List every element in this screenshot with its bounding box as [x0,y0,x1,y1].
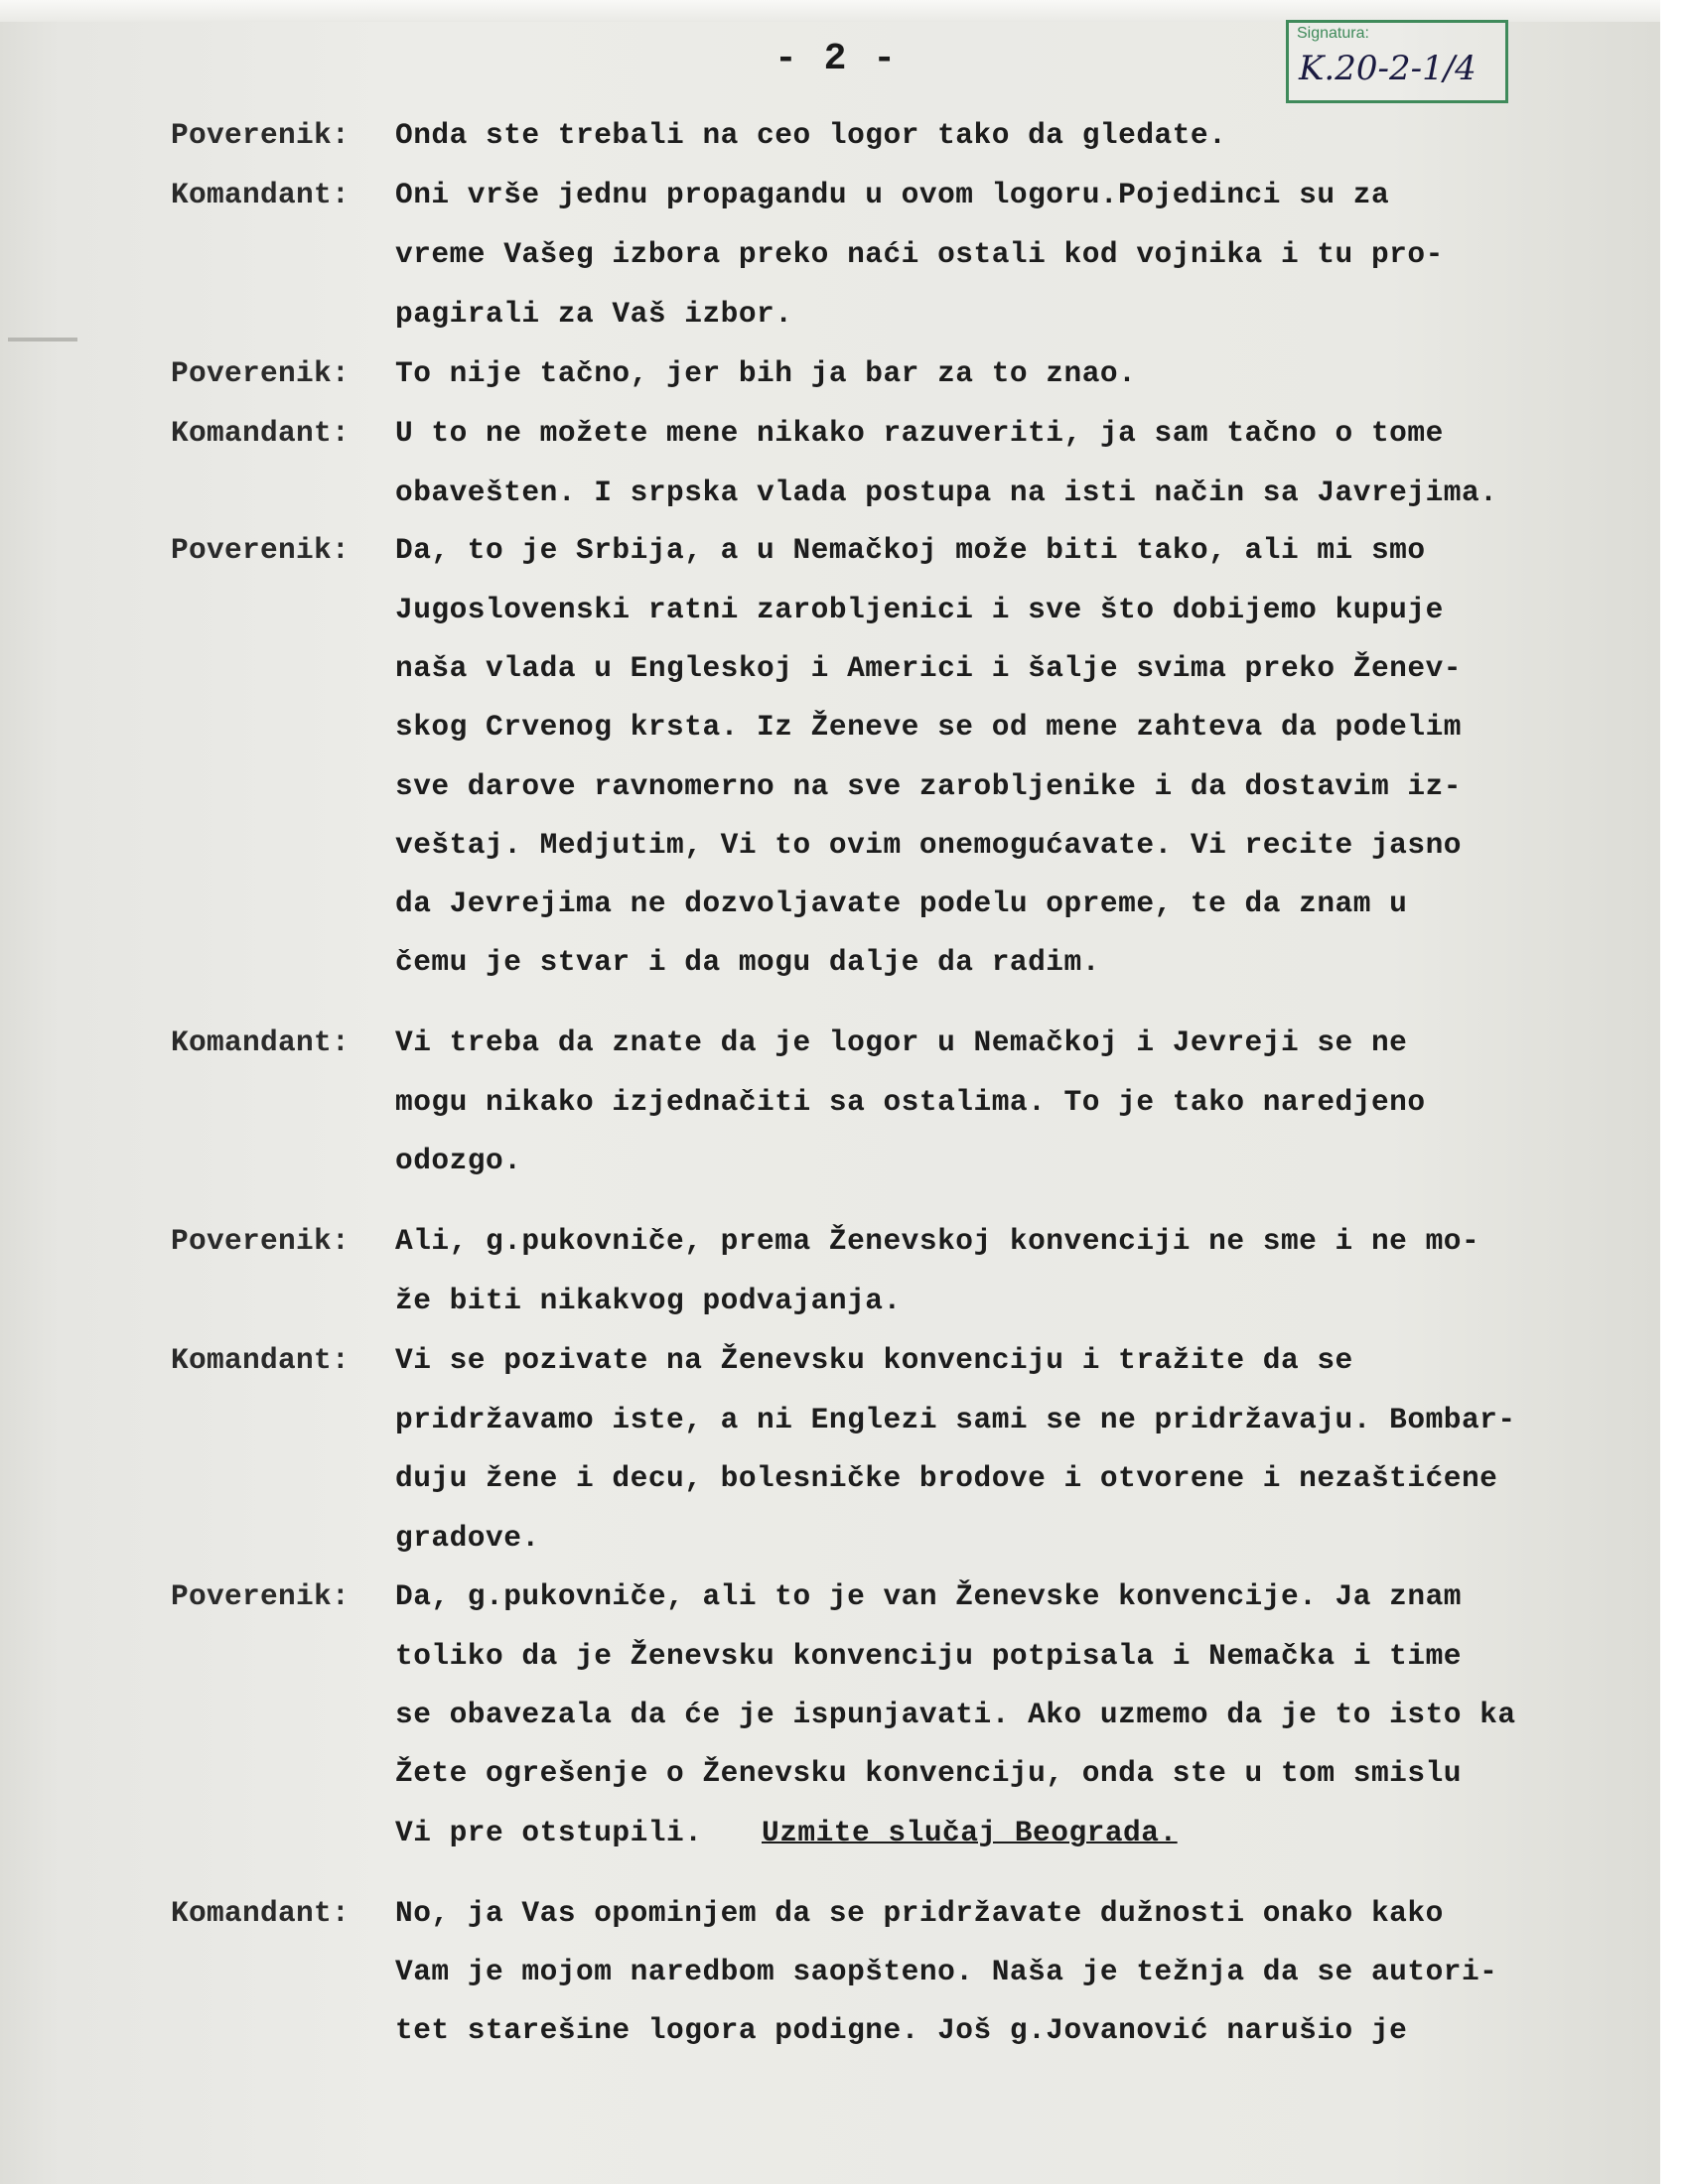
dialogue-line: Žete ogrešenje o Ženevsku konvenciju, onda ste u tom smislu [395,1756,1462,1790]
speaker-label: Poverenik: [171,533,351,567]
speaker-label: Komandant: [171,1896,351,1930]
signature-stamp [1286,20,1508,103]
speaker-label: Komandant: [171,1025,351,1059]
dialogue-line: toliko da je Ženevsku konvenciju potpisala i Nemačka i time [395,1639,1462,1673]
dialogue-line: tet starešine logora podigne. Još g.Jovanović narušio je [395,2013,1408,2047]
dialogue-line: Onda ste trebali na ceo logor tako da gledate. [395,118,1227,152]
dialogue-line: odozgo. [395,1144,522,1177]
dialogue-line: Vam je mojom naredbom saopšteno. Naša je težnja da se autori- [395,1955,1498,1988]
speaker-label: Komandant: [171,178,351,211]
punch-mark [8,338,77,341]
dialogue-line: Da, g.pukovniče, ali to je van Ženevske konvencije. Ja znam [395,1579,1462,1613]
speaker-label: Komandant: [171,416,351,450]
dialogue-line: Da, to je Srbija, a u Nemačkoj može biti tako, ali mi smo [395,533,1426,567]
dialogue-line: mogu nikako izjednačiti sa ostalima. To je tako naredjeno [395,1085,1426,1119]
page-number: - 2 - [774,38,899,80]
dialogue-line: naša vlada u Engleskoj i Americi i šalje svima preko Ženev- [395,651,1462,685]
dialogue-line: že biti nikakvog podvajanja. [395,1284,902,1317]
dialogue-line: skog Crvenog krsta. Iz Ženeve se od mene zahteva da podelim [395,710,1462,744]
dialogue-line: U to ne možete mene nikako razuveriti, ja sam tačno o tome [395,416,1444,450]
dialogue-line: obavešten. I srpska vlada postupa na isti način sa Javrejima. [395,476,1498,509]
dialogue-line: Vi treba da znate da je logor u Nemačkoj i Jevreji se ne [395,1025,1408,1059]
dialogue-line: Ali, g.pukovniče, prema Ženevskoj konvenciji ne sme i ne mo- [395,1224,1480,1258]
speaker-label: Poverenik: [171,118,351,152]
dialogue-line: da Jevrejima ne dozvoljavate podelu opreme, te da znam u [395,887,1408,920]
dialogue-line: No, ja Vas opominjem da se pridržavate dužnosti onako kako [395,1896,1444,1930]
speaker-label: Poverenik: [171,356,351,390]
dialogue-line: vreme Vašeg izbora preko naći ostali kod vojnika i tu pro- [395,237,1444,271]
dialogue-line: gradove. [395,1521,540,1555]
dialogue-line: pagirali za Vaš izbor. [395,297,793,331]
signature-value: K.20-2-1/4 [1299,49,1477,88]
speaker-label: Poverenik: [171,1224,351,1258]
underlined-phrase: Uzmite slučaj Beograda. [762,1816,1178,1849]
dialogue-line: veštaj. Medjutim, Vi to ovim onemogućavate. Vi recite jasno [395,828,1462,862]
dialogue-line: Vi se pozivate na Ženevsku konvenciju i tražite da se [395,1343,1353,1377]
dialogue-line: pridržavamo iste, a ni Englezi sami se ne pridržavaju. Bombar- [395,1403,1516,1436]
dialogue-line: Vi pre otstupili. [395,1816,703,1849]
dialogue-line: Oni vrše jednu propagandu u ovom logoru.Pojedinci su za [395,178,1390,211]
speaker-label: Poverenik: [171,1579,351,1613]
dialogue-line: duju žene i decu, bolesničke brodove i otvorene i nezaštićene [395,1461,1498,1495]
page-edge [1660,0,1688,2184]
signature-label: Signatura: [1297,25,1369,42]
speaker-label: Komandant: [171,1343,351,1377]
dialogue-line: sve darove ravnomerno na sve zarobljenike i da dostavim iz- [395,769,1462,803]
dialogue-line: Jugoslovenski ratni zarobljenici i sve što dobijemo kupuje [395,593,1444,626]
dialogue-line: To nije tačno, jer bih ja bar za to znao. [395,356,1137,390]
dialogue-line: se obavezala da će je ispunjavati. Ako uzmemo da je to isto ka [395,1698,1516,1731]
dialogue-line: čemu je stvar i da mogu dalje da radim. [395,945,1100,979]
